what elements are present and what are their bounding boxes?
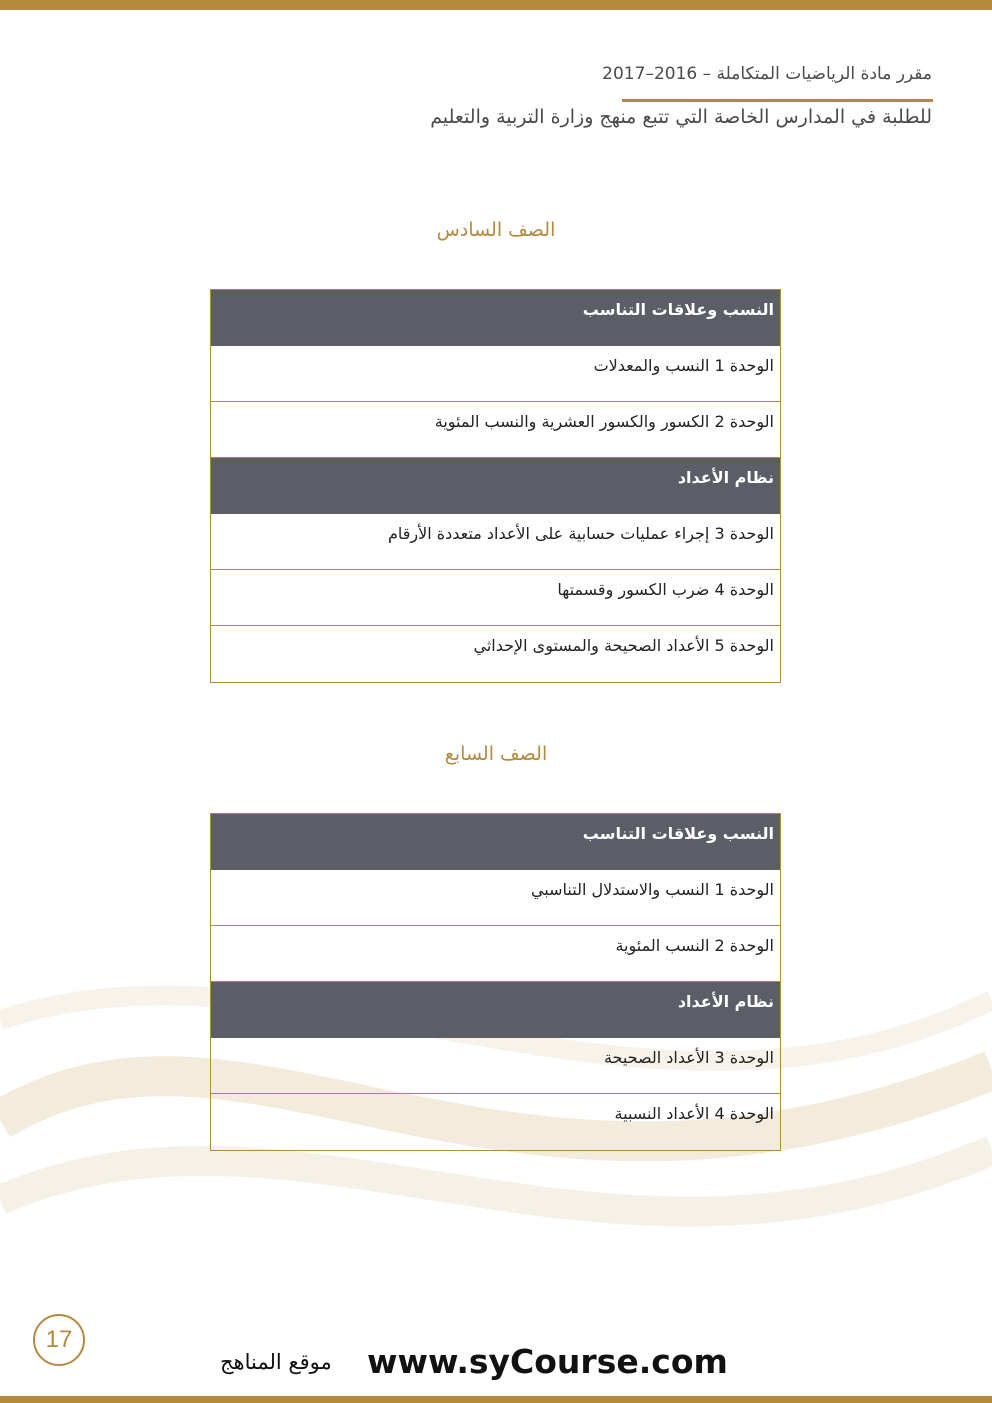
strand-heading-number-system: نظام الأعداد: [211, 458, 780, 514]
strand-heading-ratios: النسب وعلاقات التناسب: [211, 290, 780, 346]
header-divider: [622, 99, 933, 102]
grade-7-title: الصف السابع: [444, 743, 548, 765]
course-title: مقرر مادة الرياضيات المتكاملة – 2016–2017: [602, 64, 932, 84]
unit-row: الوحدة 1 النسب والمعدلات: [211, 346, 780, 402]
unit-row: الوحدة 1 النسب والاستدلال التناسبي: [211, 870, 780, 926]
strand-heading-ratios: النسب وعلاقات التناسب: [211, 814, 780, 870]
unit-row: الوحدة 4 ضرب الكسور وقسمتها: [211, 570, 780, 626]
grade-7-units-table: [210, 813, 781, 1151]
unit-row: الوحدة 5 الأعداد الصحيحة والمستوى الإحداثي: [473, 636, 774, 655]
site-label: موقع المناهج: [220, 1350, 332, 1374]
unit-row: الوحدة 4 الأعداد النسبية: [614, 1104, 774, 1123]
unit-row: الوحدة 3 إجراء عمليات حسابية على الأعداد متعددة الأرقام: [211, 514, 780, 570]
unit-row: الوحدة 2 الكسور والكسور العشرية والنسب المئوية: [211, 402, 780, 458]
top-accent-bar: [0, 0, 992, 10]
course-subtitle: للطلبة في المدارس الخاصة التي تتبع منهج وزارة التربية والتعليم: [430, 106, 932, 128]
strand-heading-number-system: نظام الأعداد: [211, 982, 780, 1038]
page-number-badge: 17: [33, 1314, 85, 1366]
site-url-link[interactable]: www.syCourse.com: [367, 1342, 728, 1381]
bottom-accent-bar: [0, 1396, 992, 1403]
unit-row: الوحدة 3 الأعداد الصحيحة: [211, 1038, 780, 1094]
grade-6-title: الصف السادس: [436, 219, 556, 241]
unit-row: الوحدة 2 النسب المئوية: [211, 926, 780, 982]
grade-6-units-table: [210, 289, 781, 683]
